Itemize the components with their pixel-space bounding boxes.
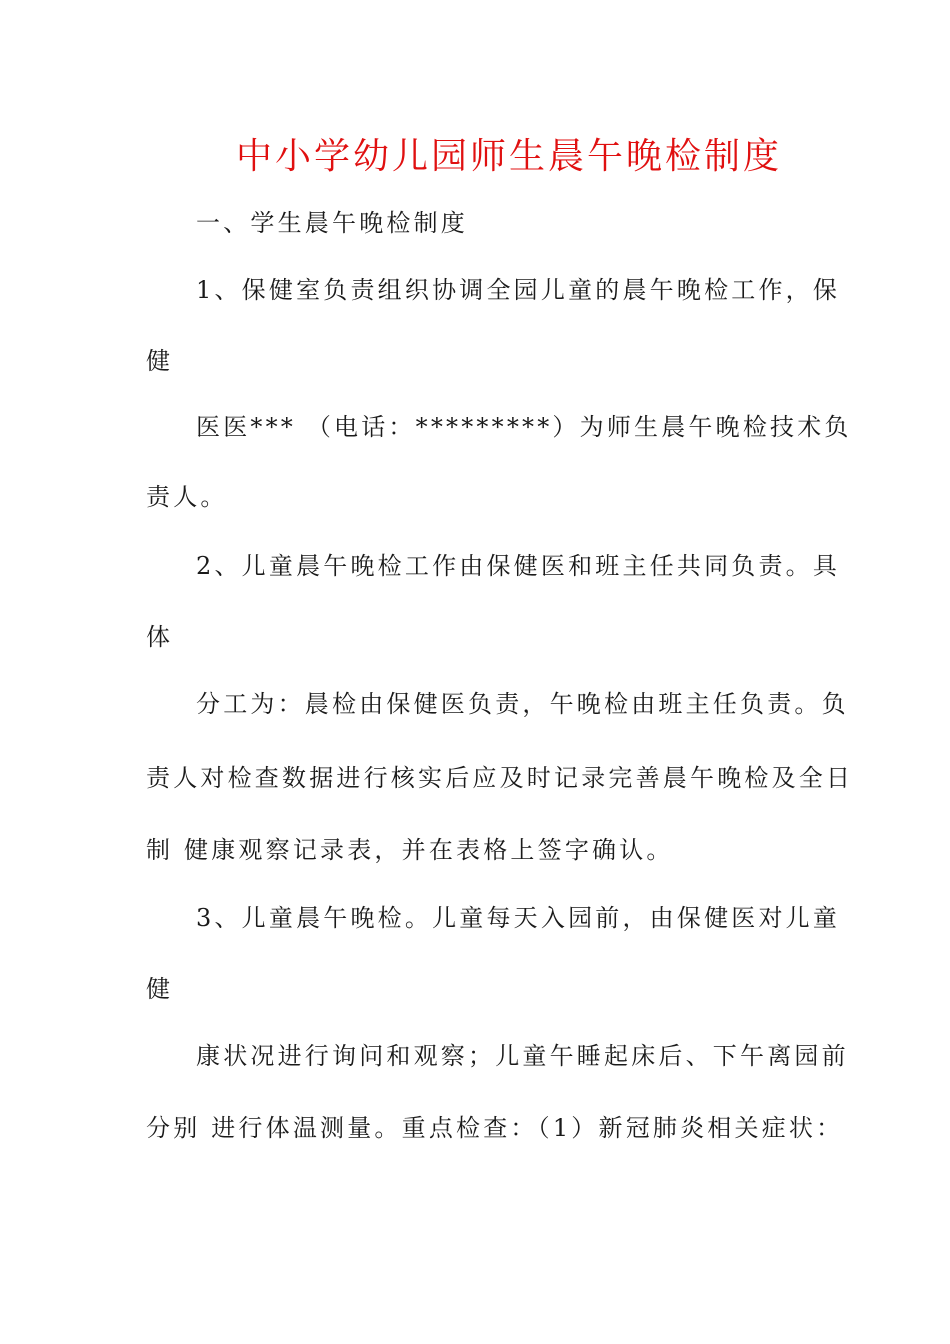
document-title: 中小学幼儿园师生晨午晚检制度 [235,136,782,177]
paragraph-line: 医医*** （电话：*********）为师生晨午晚检技术负 [196,413,852,441]
paragraph-line: 责人对检查数据进行核实后应及时记录完善晨午晚检及全日 [146,764,854,792]
paragraph-line: 责人。 [146,483,228,511]
paragraph-line: 3、儿童晨午晚检。儿童每天入园前，由保健医对儿童 [196,904,841,932]
paragraph-line: 康状况进行询问和观察；儿童午睡起床后、下午离园前 [196,1042,849,1070]
paragraph-line: 1、保健室负责组织协调全园儿童的晨午晚检工作，保 [196,276,841,304]
paragraph-line: 健 [146,347,174,375]
paragraph-line: 体 [146,623,174,651]
paragraph-line: 分工为：晨检由保健医负责，午晚检由班主任负责。负 [196,690,849,718]
paragraph-line: 健 [146,975,174,1003]
section-heading: 一、学生晨午晚检制度 [196,209,468,237]
paragraph-line: 2、儿童晨午晚检工作由保健医和班主任共同负责。具 [196,552,841,580]
paragraph-line: 制 健康观察记录表，并在表格上签字确认。 [146,836,674,864]
paragraph-line: 分别 进行体温测量。重点检查：（1）新冠肺炎相关症状： [146,1114,844,1142]
